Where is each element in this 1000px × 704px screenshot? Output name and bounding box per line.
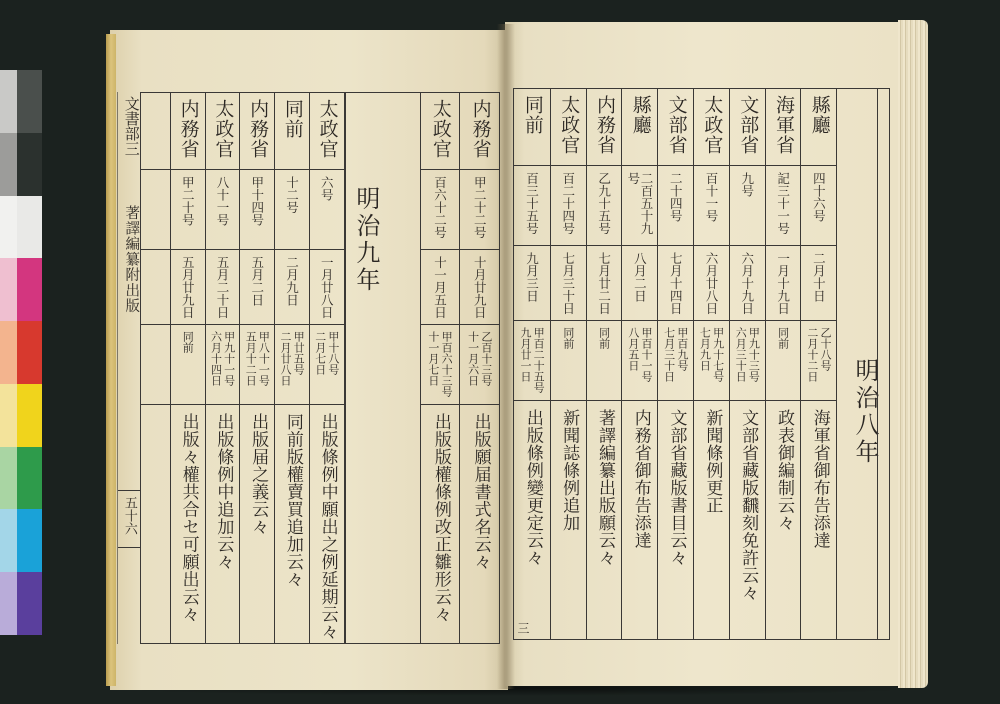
- calibration-patch: [0, 384, 17, 447]
- receipt-entry: [698, 327, 724, 382]
- register-column: [239, 93, 274, 643]
- receipt-date: 二月廿八日: [278, 331, 292, 386]
- office-cell: [587, 89, 622, 166]
- receipt-cell: [730, 321, 765, 401]
- subject-cell: [766, 401, 801, 639]
- issuing-office: 文部省: [665, 95, 688, 155]
- receipt-date: 二月七日: [313, 331, 327, 375]
- notice-number: 九号: [739, 172, 755, 197]
- subject-text: 出版條例中追加云々: [213, 413, 234, 571]
- number-cell: [730, 166, 765, 246]
- date-cell: [622, 246, 657, 321]
- page-number-box: [118, 490, 140, 548]
- receipt-cell: [587, 321, 622, 401]
- issuing-office: 内務省: [469, 99, 492, 159]
- register-column: [170, 93, 205, 643]
- receipt-date: 五月十二日: [244, 331, 258, 386]
- page-mark: 三: [516, 622, 530, 634]
- receipt-cell: [275, 325, 309, 405]
- calibration-patch: [17, 196, 42, 259]
- receipt-cell: [658, 321, 693, 401]
- office-cell: [551, 89, 586, 166]
- subject-cell: [460, 405, 499, 643]
- date-cell: [206, 250, 240, 325]
- receipt-number: 甲百十一号: [640, 327, 654, 382]
- left-register-table: [140, 92, 500, 644]
- receipt-entry: [181, 331, 194, 353]
- number-cell: [587, 166, 622, 246]
- issue-date: 十月廿九日: [472, 256, 488, 319]
- receipt-cell: [310, 325, 344, 405]
- calibration-patch: [17, 509, 42, 572]
- blank-cell: [141, 325, 170, 405]
- receipt-entry: [279, 331, 305, 386]
- issue-date: 二月十日: [811, 252, 827, 302]
- issuing-office: 同前: [521, 95, 544, 135]
- receipt-cell: [551, 321, 586, 401]
- date-cell: [658, 246, 693, 321]
- issue-date: 五月廿九日: [180, 256, 196, 319]
- number-cell: [694, 166, 729, 246]
- register-column: [514, 89, 550, 639]
- receipt-entry: [734, 327, 760, 382]
- date-cell: [766, 246, 801, 321]
- number-cell: [551, 166, 586, 246]
- right-register-table: [513, 88, 890, 640]
- receipt-number: 同前: [776, 327, 790, 349]
- register-column: [729, 89, 765, 639]
- receipt-date: 八月五日: [626, 327, 640, 371]
- notice-number: 百十一号: [703, 172, 719, 222]
- issue-date: 一月廿八日: [319, 256, 335, 319]
- year-label: 明治八年: [851, 357, 879, 466]
- receipt-number: 甲八十一号: [257, 331, 271, 386]
- section-title: 文書部三: [122, 96, 141, 156]
- receipt-date: 六月三十日: [734, 327, 748, 382]
- blank-cell: [141, 170, 170, 250]
- register-column: [420, 93, 460, 643]
- date-cell: [551, 246, 586, 321]
- subject-text: 海軍省御布告添達: [809, 409, 830, 549]
- receipt-date: 二月十二日: [805, 327, 819, 382]
- office-cell: [658, 89, 693, 166]
- subject-cell: [310, 405, 344, 643]
- register-column: [621, 89, 657, 639]
- calibration-patch: [17, 572, 42, 635]
- subject-text: 著譯編纂出版願云々: [594, 409, 615, 567]
- number-cell: [310, 170, 344, 250]
- issuing-office: 内務省: [247, 99, 270, 159]
- calibration-patch: [17, 447, 42, 510]
- issue-date: 七月廿二日: [596, 252, 612, 315]
- color-calibration-chart: [0, 70, 42, 635]
- receipt-number: 甲九十三号: [747, 327, 761, 382]
- issuing-office: 太政官: [429, 99, 452, 159]
- subject-text: 出版條例中願出之例延期云々: [317, 413, 338, 641]
- subject-cell: [658, 401, 693, 639]
- calibration-patch: [0, 572, 17, 635]
- register-column: [765, 89, 801, 639]
- date-cell: [460, 250, 499, 325]
- receipt-entry: [466, 331, 492, 386]
- register-column: [459, 93, 499, 643]
- number-cell: [622, 166, 657, 246]
- office-cell: [694, 89, 729, 166]
- number-cell: [171, 170, 205, 250]
- register-column: [309, 93, 344, 643]
- subject-cell: [206, 405, 240, 643]
- register-column: [205, 93, 240, 643]
- notice-number: 甲十四号: [249, 176, 265, 226]
- issue-date: 五月二十日: [215, 256, 230, 319]
- subject-cell: [171, 405, 205, 643]
- number-cell: [514, 166, 550, 246]
- date-cell: [421, 250, 460, 325]
- receipt-entry: [627, 327, 653, 382]
- issue-date: 九月三日: [524, 252, 540, 302]
- year-column-blank: [385, 93, 420, 643]
- receipt-number: 甲九十一号: [222, 331, 236, 386]
- receipt-number: 同前: [597, 327, 611, 349]
- office-cell: [460, 93, 499, 170]
- office-cell: [766, 89, 801, 166]
- issue-date: 十一月五日: [432, 256, 448, 319]
- office-cell: [240, 93, 274, 170]
- office-cell: [730, 89, 765, 166]
- calibration-patch: [0, 447, 17, 510]
- notice-number: 十二号: [284, 176, 300, 214]
- receipt-date: 七月三十日: [662, 327, 676, 382]
- receipt-number: 甲九十七号: [711, 327, 725, 382]
- receipt-number: 甲百二十五号: [532, 327, 546, 393]
- number-cell: [206, 170, 240, 250]
- date-cell: [514, 246, 550, 321]
- issuing-office: 海軍省: [772, 95, 795, 155]
- notice-number: 百三十五号: [524, 172, 540, 235]
- notice-number: 甲二十二号: [472, 176, 488, 239]
- issuing-office: 太政官: [558, 95, 581, 155]
- issuing-office: 内務省: [177, 99, 200, 159]
- receipt-entry: [776, 327, 789, 349]
- receipt-number: 乙十八号: [819, 327, 832, 371]
- subject-text: 内務省御布告添達: [630, 409, 651, 549]
- year-column: [344, 93, 420, 643]
- subject-text: 出版版權條例改正雛形云々: [430, 413, 451, 623]
- date-cell: [587, 246, 622, 321]
- notice-number: 百六十二号: [432, 176, 448, 239]
- notice-number: 四十六号: [811, 172, 827, 222]
- receipt-number: 甲十八号: [326, 331, 340, 375]
- number-cell: [460, 170, 499, 250]
- issue-date: 二月九日: [284, 256, 300, 306]
- receipt-entry: [209, 331, 235, 386]
- register-column: [693, 89, 729, 639]
- subject-text: 文部省藏版書目云々: [666, 409, 687, 567]
- year-label: 明治九年: [351, 186, 380, 294]
- calibration-patch: [0, 258, 17, 321]
- subject-cell: [421, 405, 460, 643]
- register-column: [274, 93, 309, 643]
- issue-date: 五月二日: [249, 256, 265, 306]
- subject-text: 出版届之義云々: [248, 413, 269, 536]
- issuing-office: 内務省: [594, 95, 616, 155]
- receipt-number: 同前: [561, 327, 575, 349]
- issuing-office: 太政官: [316, 99, 339, 159]
- subject-cell: [801, 401, 836, 639]
- subject-text: 新聞條例更正: [702, 409, 723, 514]
- receipt-entry: [519, 327, 545, 393]
- calibration-patch: [0, 70, 17, 133]
- calibration-patch: [17, 384, 42, 447]
- office-cell: [275, 93, 309, 170]
- receipt-number: 甲廿五号: [292, 331, 306, 375]
- number-cell: [801, 166, 836, 246]
- receipt-date: 十一月七日: [426, 331, 440, 386]
- page-number: 五十六: [121, 496, 137, 535]
- subject-text: 新聞誌條例追加: [559, 409, 580, 532]
- office-cell: [171, 93, 205, 170]
- calibration-patch: [17, 70, 42, 133]
- blank-cell: [141, 405, 170, 643]
- calibration-patch: [0, 196, 17, 259]
- subject-text: 同前版權賣買追加云々: [282, 413, 303, 588]
- issuing-office: 文部省: [737, 95, 760, 155]
- notice-number: 百二十四号: [560, 172, 576, 235]
- issuing-office: 太政官: [212, 99, 235, 159]
- issue-date: 七月十四日: [668, 252, 684, 315]
- subject-cell: [240, 405, 274, 643]
- register-column: [586, 89, 622, 639]
- register-column: [657, 89, 693, 639]
- notice-number: 二百五十九号: [625, 172, 654, 235]
- issue-date: 七月三十日: [560, 252, 576, 315]
- issuing-office: 太政官: [701, 95, 724, 155]
- receipt-entry: [662, 327, 688, 382]
- subject-cell: [587, 401, 622, 639]
- receipt-date: 七月九日: [698, 327, 712, 371]
- receipt-entry: [314, 331, 340, 375]
- receipt-number: 甲百六十三号: [440, 331, 454, 397]
- register-column: [550, 89, 586, 639]
- subsection-title: 著譯編纂附出版: [123, 205, 140, 314]
- subject-cell: [275, 405, 309, 643]
- blank-cell: [141, 93, 170, 170]
- receipt-entry: [427, 331, 453, 397]
- number-cell: [275, 170, 309, 250]
- notice-number: 六号: [319, 176, 335, 201]
- calibration-patch: [0, 133, 17, 196]
- issue-date: 六月十九日: [739, 252, 755, 315]
- receipt-number: 乙百十三号: [479, 331, 493, 386]
- receipt-entry: [806, 327, 832, 382]
- notice-number: 八十一号: [215, 176, 230, 226]
- date-cell: [730, 246, 765, 321]
- number-cell: [658, 166, 693, 246]
- page-stack-edge: [898, 20, 928, 688]
- receipt-entry: [597, 327, 610, 349]
- date-cell: [801, 246, 836, 321]
- subject-text: 出版條例變更定云々: [522, 409, 543, 567]
- gilt-page-edge: [106, 34, 116, 686]
- number-cell: [766, 166, 801, 246]
- receipt-date: 九月廿一日: [518, 327, 532, 382]
- issue-date: 六月廿八日: [703, 252, 719, 315]
- receipt-cell: [206, 325, 240, 405]
- date-cell: [240, 250, 274, 325]
- subject-cell: [622, 401, 657, 639]
- subject-text: 文部省藏版飜刻免許云々: [738, 409, 759, 602]
- calibration-patch: [0, 321, 17, 384]
- receipt-number: 同前: [181, 331, 195, 353]
- office-cell: [421, 93, 460, 170]
- issuing-office: 縣廳: [808, 95, 831, 135]
- subject-text: 出版々權共合セ可願出云々: [178, 413, 199, 623]
- register-column: [800, 89, 836, 639]
- issuing-office: 縣廳: [629, 95, 652, 135]
- date-cell: [310, 250, 344, 325]
- office-cell: [622, 89, 657, 166]
- left-margin-header: [117, 92, 140, 644]
- notice-number: 乙九十五号: [596, 172, 612, 235]
- receipt-cell: [766, 321, 801, 401]
- subject-cell: [730, 401, 765, 639]
- notice-number: 甲二十号: [180, 176, 196, 226]
- subject-cell: [694, 401, 729, 639]
- receipt-cell: [622, 321, 657, 401]
- receipt-entry: [562, 327, 575, 349]
- date-cell: [275, 250, 309, 325]
- receipt-cell: [171, 325, 205, 405]
- office-cell: [310, 93, 344, 170]
- number-cell: [240, 170, 274, 250]
- year-column-label-area: [345, 93, 385, 643]
- receipt-date: 十一月六日: [466, 331, 480, 386]
- number-cell: [421, 170, 460, 250]
- issue-date: 八月二日: [632, 252, 648, 302]
- subject-cell: [551, 401, 586, 639]
- receipt-entry: [244, 331, 270, 386]
- receipt-cell: [421, 325, 460, 405]
- office-cell: [514, 89, 550, 166]
- receipt-number: 甲百九号: [675, 327, 689, 371]
- receipt-cell: [240, 325, 274, 405]
- calibration-patch: [17, 258, 42, 321]
- notice-number: 二十四号: [668, 172, 684, 222]
- receipt-cell: [460, 325, 499, 405]
- subject-text: 出版願届書式名云々: [470, 413, 491, 571]
- issuing-office: 同前: [281, 99, 304, 139]
- date-cell: [694, 246, 729, 321]
- blank-column: [141, 93, 170, 643]
- date-cell: [171, 250, 205, 325]
- receipt-date: 六月十四日: [209, 331, 223, 386]
- calibration-patch: [0, 509, 17, 572]
- year-column: [836, 89, 889, 639]
- notice-number: 記三十一号: [775, 172, 791, 235]
- subject-text: 政表御編制云々: [773, 409, 794, 532]
- receipt-cell: [514, 321, 550, 401]
- calibration-patch: [17, 321, 42, 384]
- office-cell: [206, 93, 240, 170]
- office-cell: [801, 89, 836, 166]
- receipt-cell: [694, 321, 729, 401]
- calibration-patch: [17, 133, 42, 196]
- issue-date: 一月十九日: [775, 252, 791, 315]
- subject-cell: [514, 401, 550, 639]
- blank-cell: [141, 250, 170, 325]
- receipt-cell: [801, 321, 836, 401]
